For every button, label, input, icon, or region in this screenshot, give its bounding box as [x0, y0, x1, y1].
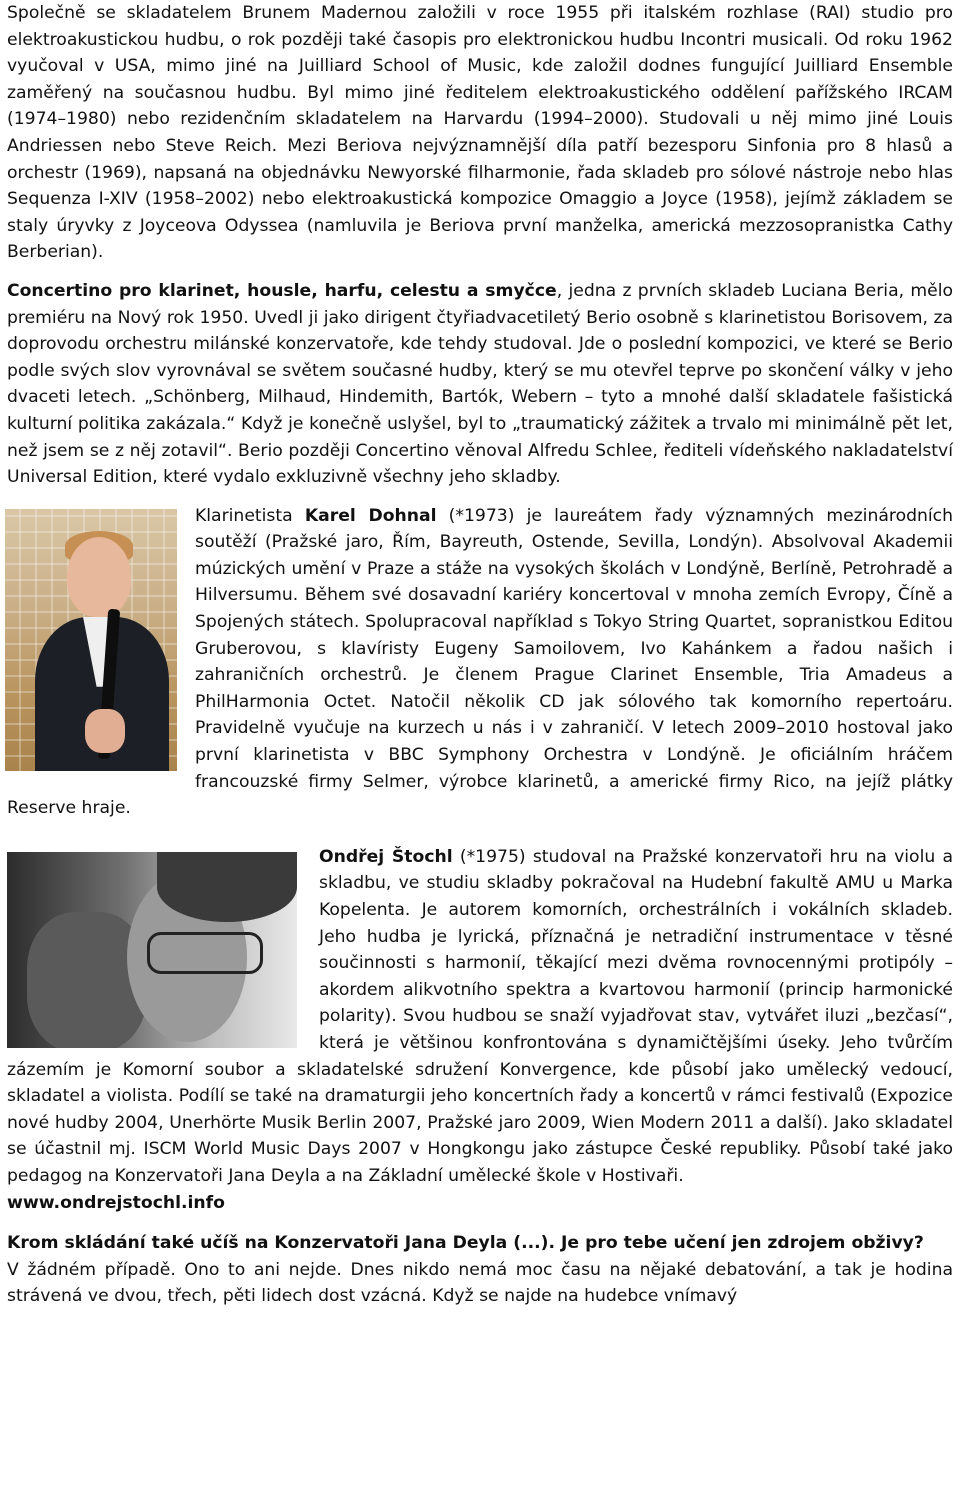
dohnal-intro: Klarinetista [195, 505, 305, 526]
concertino-paragraph [7, 278, 953, 491]
concertino-title: Concertino pro klarinet, housle, harfu, celestu a smyčce [7, 280, 557, 301]
interview-question: Krom skládání také učíš na Konzervatoři Jana Deyla (...). Je pro tebe učení jen zdrojem obživy? [7, 1233, 924, 1254]
document-page [7, 0, 953, 1310]
stochl-text: (*1975) studoval na Pražské konzervatoři hru na violu a skladbu, ve studiu skladby pokračoval na Hudební fakultě AMU u Marka Kopelenta. Je autorem komorních, orchestrálních i vokálních skladeb. Jeho hudba je lyrická, příznačná je netradiční instrumentace v těsné součinnosti s harmonií, těkající mezi dvěma rovnocennými protipóly – akordem alikvotního spektra a kvartovou harmonií (princip harmonické polarity). Svou hudbou se snaží vyjadřovat stav, vytvářet iluzi „bezčasí“, která je většinou konfrontována s dynamičtějšími úseky. Jeho tvůrčím zázemím je Komorní soubor a skladatelské sdružení Konvergence, kde působí jako umělecký vedoucí, skladatel a violista. Podílí se také na dramaturgii jeho koncertních řady a koncertů v rámci festivalů (Expozice nové hudby 2004, Unerhörte Musik Berlin 2007, Pražské jaro 2009, Wien Modern 2011 a další). Jako skladatel se účastnil mj. ISCM World Music Days 2007 v Hongkongu jako zástupce České republiky. Působí také jako pedagog na Konzervatoři Jana Deyla a na Základní umělecké škole v Hostivaři. [7, 846, 953, 1186]
stochl-photo [7, 852, 297, 1048]
berio-biography-paragraph: Společně se skladatelem Brunem Madernou založili v roce 1955 při italském rozhlase (RAI) studio pro elektroakustickou hudbu, o rok později také časopis pro elektronickou hudbu Incontri musicali. Od roku 1962 vyučoval v USA, mimo jiné na Juilliard School of Music, kde založil dodnes fungující Juilliard Ensemble zaměřený na současnou hudbu. Byl mimo jiné ředitelem elektroakustického oddělení pařížského IRCAM (1974–1980) nebo rezidenčním skladatelem na Harvardu (1994–2000). Studovali u něj mimo jiné Louis Andriessen nebo Steve Reich. Mezi Beriova nejvýznamnější díla patří bezesporu Sinfonia pro 8 hlasů a orchestr (1969), napsaná na objednávku Newyorské filharmonie, řada skladeb pro sólové nástroje nebo hlas Sequenza I-XIV (1958–2002) nebo elektroakustická kompozice Omaggio a Joyce (1958), jejímž základem se staly úryvky z Joyceova Odyssea (namluvila je Beriova první manželka, americká mezzosopranistka Cathy Berberian). [7, 3, 953, 263]
spacer [7, 491, 953, 503]
dohnal-text: (*1973) je laureátem řady významných mezinárodních soutěží (Pražské jaro, Řím, Bayreuth, Ostende, Sevilla, Londýn). Absolvoval Akademii múzických umění v Praze a stáže na vysokých školách v Londýně, Berlíně, Petrohradě a Hilversumu. Během své dosavadní kariéry koncertoval v mnoha zemích Evropy, Číně a Spojených státech. Spolupracoval například s Tokyo String Quartet, sopranistkou Editou Gruberovou, s klavíristy Eugeny Samoilovem, Ivo Kahánkem a řadou našich i zahraničních orchestrů. Je členem Prague Clarinet Ensemble, Tria Amadeus a PhilHarmonia Octet. Natočil několik CD jak sólového tak komorního repertoáru. Pravidelně vyučuje na kurzech u nás i v zahraničí. V letech 2009–2010 hostoval jako první klarinetista v BBC Symphony Orchestra v Londýně. Je oficiálním hráčem francouzské firmy Selmer, výrobce klarinetů, a americké firmy Rico, na jejíž plátky Reserve hraje. [7, 505, 954, 819]
spacer [7, 822, 953, 844]
spacer [7, 266, 953, 278]
concertino-text: , jedna z prvních skladeb Luciana Beria, mělo premiéru na Nový rok 1950. Uvedl ji jako dirigent čtyřiadvacetiletý Berio osobně s klarinetistou Borisovem, za doprovodu orchestru milánské konzervatoře, kde tehdy studoval. Jde o poslední kompozici, ve které se Berio podle svých slov vyrovnával se světem současné hudby, který se mu otevřel teprve po skončení války v jeho dvaceti letech. „Schönberg, Milhaud, Hindemith, Bartók, Webern – tyto a mnohé další skladatele fašistická kulturní politika zakázala.“ Když je konečně uslyšel, byl to „traumatický zážitek a trvalo mi minimálně pět let, než jsem se z něj zotavil“. Berio později Concertino věnoval Alfredu Schlee, řediteli vídeňského nakladatelství Universal Edition, které vydalo exkluzivně všechny jeho skladby. [7, 280, 953, 488]
stochl-website-link[interactable]: www.ondrejstochl.info [7, 1192, 225, 1213]
dohnal-photo [5, 509, 177, 771]
interview-answer: V žádném případě. Ono to ani nejde. Dnes nikdo nemá moc času na nějaké debatování, a tak je hodina strávená ve dvou, třech, pěti lidech dost vzácná. Když se najde na hudebce vnímavý [7, 1259, 953, 1307]
stochl-name: Ondřej Štochl [319, 846, 453, 867]
dohnal-name: Karel Dohnal [304, 505, 437, 526]
dohnal-section [7, 503, 953, 822]
stochl-section [7, 844, 953, 1216]
spacer [7, 1216, 953, 1230]
